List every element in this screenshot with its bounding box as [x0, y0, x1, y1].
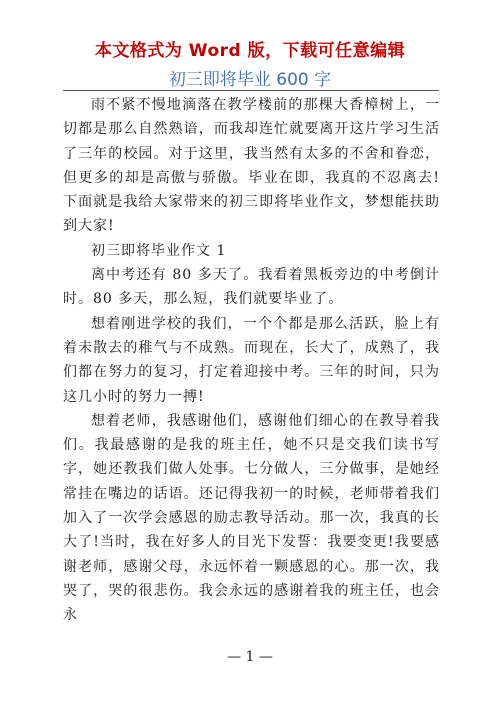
page-number: — 1 — [227, 649, 273, 665]
download-banner: 本文格式为 Word 版，下载可任意编辑 [94, 41, 406, 61]
document-body [63, 93, 440, 628]
intro-paragraph: 雨不紧不慢地滴落在教学楼前的那棵大香樟树上，一切都是那么自然熟谙，而我却连忙就要离开这片学习生活了三年的校园。对于这里，我当然有太多的不舍和眷恋，但更多的却是高傲与骄傲。毕业在即，我真的不忍离去!下面就是我给大家带来的初三即将毕业作文，梦想能扶助到大家! [63, 97, 440, 235]
body-paragraph: 离中考还有 80 多天了。我看着黑板旁边的中考倒计时。80 多天，那么短，我们就要毕业了。 [63, 267, 440, 308]
body-paragraph: 想着刚进学校的我们，一个个都是那么活跃，脸上有着未散去的稚气与不成熟。而现在，长大了，成熟了，我们都在努力的复习，打定着迎接中考。三年的时间，只为这几小时的努力一搏! [63, 315, 440, 405]
document-title: 初三即将毕业 600 字 [168, 70, 332, 90]
section-heading: 初三即将毕业作文 1 [91, 242, 227, 259]
title-divider [63, 90, 439, 91]
body-paragraph: 想着老师，我感谢他们，感谢他们细心的在教导着我们。我最感谢的是我的班主任，她不只是交我们读书写字，她还教我们做人处事。七分做人，三分做事，是她经常挂在嘴边的话语。还记得我初一的时候，老师带着我们加入了一次学会感恩的励志教导活动。那一次，我真的长大了!当时，我在好多人的目光下发誓：我要变更!我要感谢老师，感谢父母，永远怀着一颗感恩的心。那一次，我哭了，哭的很悲伤。我会永远的感谢着我的班主任，也会永 [63, 412, 440, 624]
